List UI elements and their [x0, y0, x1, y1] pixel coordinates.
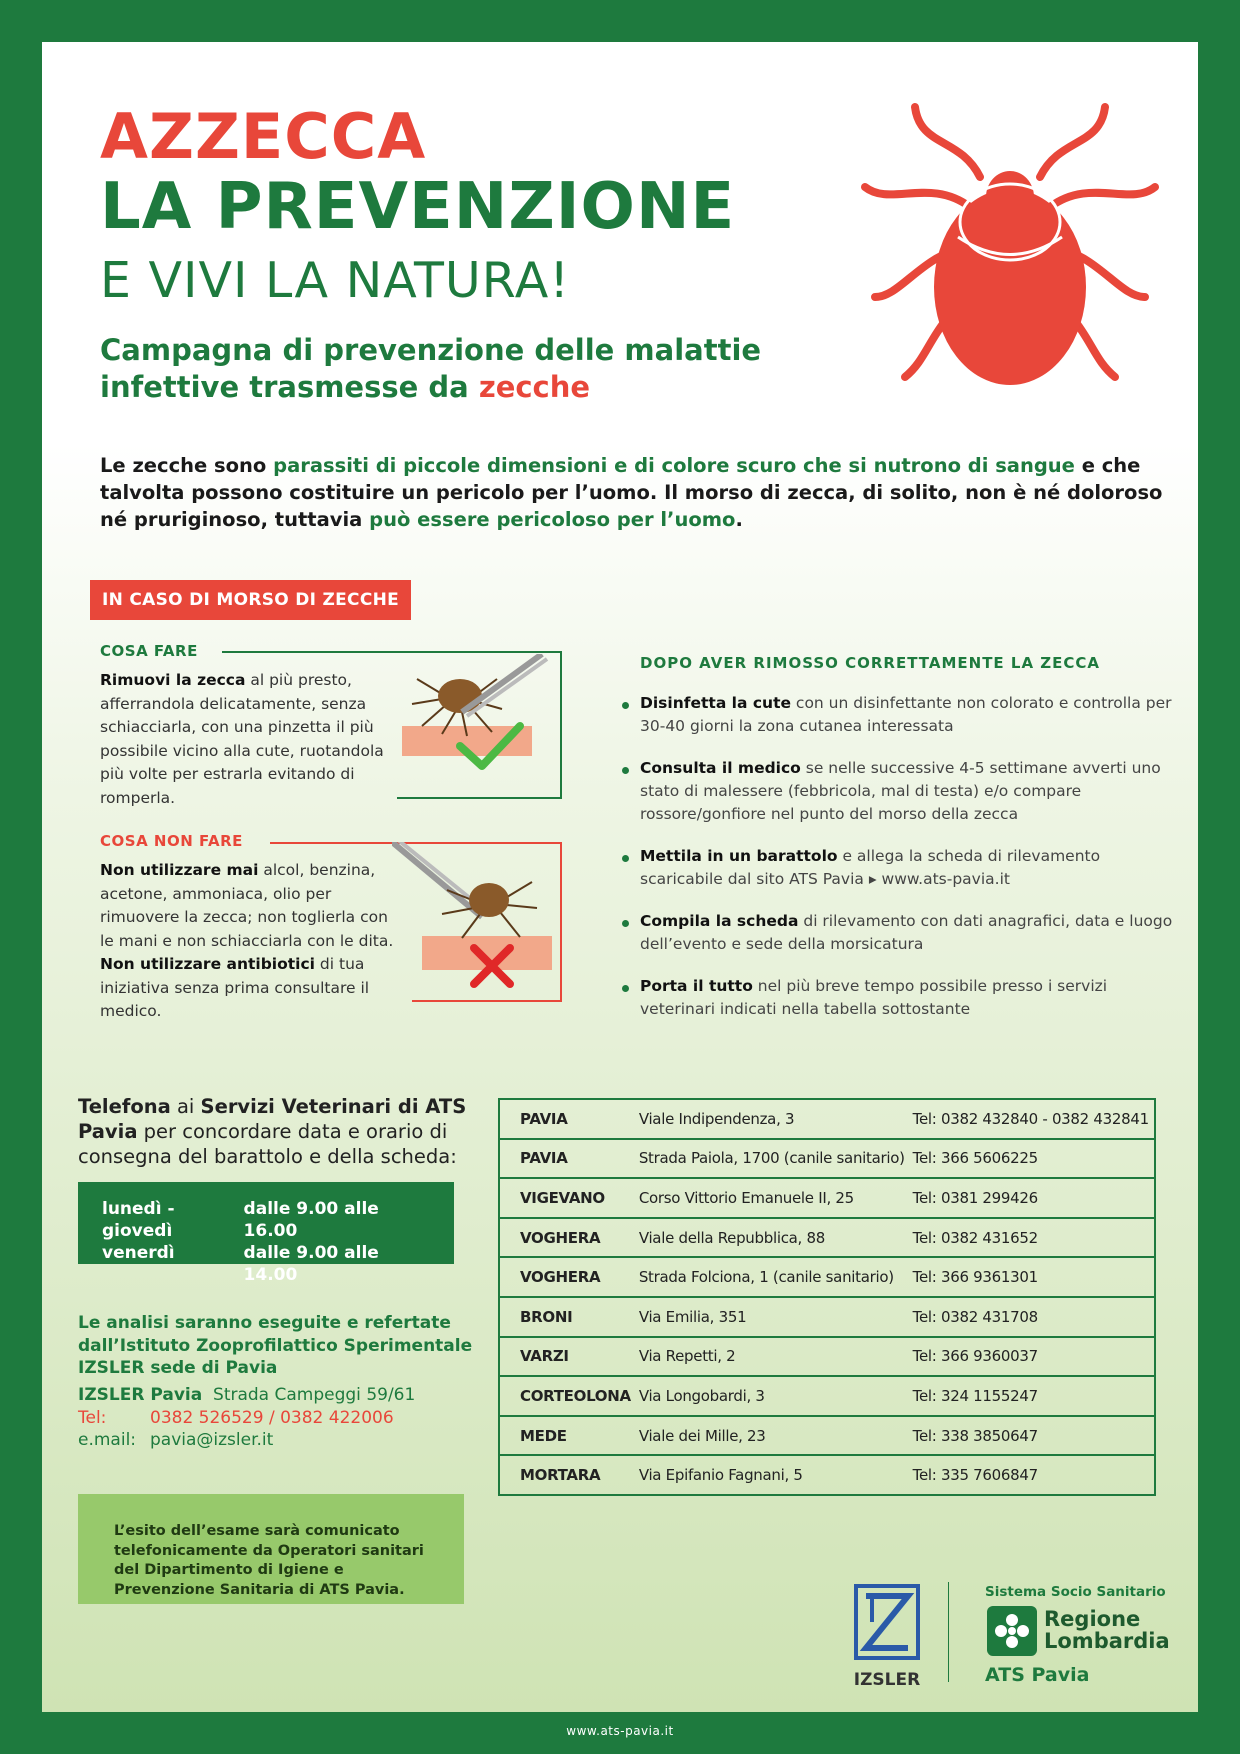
izsler-logo: IZSLER: [852, 1582, 922, 1692]
footer-url[interactable]: www.ats-pavia.it: [566, 1724, 674, 1738]
table-cell: Via Longobardi, 3: [635, 1376, 909, 1416]
list-item: Porta il tutto nel più breve tempo possibile presso i servizi veterinari indicati nella tabella sottostante: [620, 975, 1180, 1021]
hours-row: lunedì - giovedì dalle 9.00 alle 16.00: [102, 1199, 379, 1241]
table-row: [499, 1376, 1155, 1416]
table-cell: VIGEVANO: [499, 1178, 635, 1218]
cosa-fare-text: Rimuovi la zecca al più presto, afferrandola delicatamente, senza schiacciarla, con una pinzetta il più possibile vicino alla cute, ruotandola più volte per estrarla evitando di romperla.: [100, 671, 384, 807]
intro-text: Le zecche sono parassiti di piccole dimensioni e di colore scuro che si nutrono di sangue e che talvolta possono costituire un pericolo per l’uomo. Il morso di zecca, di solito, non è né doloroso né pruriginoso, tuttavia può essere pericoloso per l’uomo.: [100, 454, 1163, 531]
cosa-non-fare-text: Non utilizzare mai alcol, benzina, acetone, ammoniaca, olio per rimuovere la zecca; non toglierla con le mani e non schiacciarla con le dita. Non utilizzare antibiotici di tua iniziativa senza prima consultare il medico.: [100, 861, 394, 1020]
table-cell: Tel: 335 7606847: [909, 1455, 1155, 1495]
table-row: [499, 1139, 1155, 1179]
tick-wrong-removal-icon: [392, 842, 557, 992]
table-row: [499, 1218, 1155, 1258]
table-cell: Tel: 338 3850647: [909, 1416, 1155, 1456]
table-cell: Tel: 0382 431708: [909, 1297, 1155, 1337]
table-row: [499, 1178, 1155, 1218]
izsler-contact: IZSLER Pavia Strada Campeggi 59/61 Tel: 0382 526529 / 0382 422006 e.mail: pavia@izsler.it: [78, 1385, 416, 1450]
table-cell: PAVIA: [499, 1139, 635, 1179]
table-cell: Viale Indipendenza, 3: [638, 1109, 795, 1128]
table-cell: Tel: 324 1155247: [909, 1376, 1155, 1416]
table-cell: BRONI: [499, 1297, 635, 1337]
table-row: [499, 1416, 1155, 1456]
table-cell: Tel: 0382 432840 - 0382 432841: [912, 1109, 1149, 1128]
regione-label: Regione Lombardia: [1044, 1607, 1170, 1653]
logo-separator: [948, 1582, 949, 1682]
list-item: Compila la scheda di rilevamento con dati anagrafici, data e luogo dell’evento e sede della morsicatura: [620, 910, 1180, 956]
table-cell: Via Emilia, 351: [635, 1297, 909, 1337]
poster: [42, 42, 1198, 1712]
table-row: [499, 1455, 1155, 1495]
table-cell: MEDE: [499, 1416, 635, 1456]
telefona-text: Telefona ai Servizi Veterinari di ATS Pavia per concordare data e orario di consegna del barattolo e della scheda:: [78, 1095, 467, 1168]
hours-row: venerdì dalle 9.00 alle 14.00: [102, 1243, 379, 1285]
table-row: [499, 1099, 1155, 1139]
list-item: Disinfetta la cute con un disinfettante non colorato e controlla per 30-40 giorni la zona cutanea interessata: [620, 692, 1180, 738]
table-cell: VARZI: [499, 1337, 635, 1377]
tick-icon: [860, 97, 1160, 417]
subtitle: Campagna di prevenzione delle malattie infettive trasmesse da zecche: [100, 333, 762, 404]
table-cell: VOGHERA: [499, 1257, 635, 1297]
table-row: [499, 1257, 1155, 1297]
table-cell: Tel: 366 5606225: [909, 1139, 1155, 1179]
dopo-title: DOPO AVER RIMOSSO CORRETTAMENTE LA ZECCA: [640, 654, 1101, 672]
table-cell: VOGHERA: [499, 1218, 635, 1258]
table-cell: Tel: 366 9361301: [909, 1257, 1155, 1297]
table-row: [499, 1297, 1155, 1337]
sistema-label: Sistema Socio Sanitario: [985, 1584, 1166, 1600]
table-cell: Via Repetti, 2: [635, 1337, 909, 1377]
ats-label: ATS Pavia: [985, 1664, 1090, 1686]
services-table: [498, 1098, 1156, 1496]
opening-hours: [78, 1182, 454, 1285]
list-item: Mettila in un barattolo e allega la scheda di rilevamento scaricabile dal sito ATS Pavia ▸ www.ats-pavia.it: [620, 845, 1180, 891]
table-cell: Tel: 0382 431652: [909, 1218, 1155, 1258]
table-cell: Tel: 366 9360037: [909, 1337, 1155, 1377]
cosa-fare-title: COSA FARE: [100, 642, 198, 660]
table-cell: MORTARA: [499, 1455, 635, 1495]
tick-removal-icon: [402, 654, 552, 794]
table-cell: CORTEOLONA: [499, 1376, 635, 1416]
table-cell: Strada Paiola, 1700 (canile sanitario): [635, 1139, 909, 1179]
title-line-2: LA PREVENZIONE: [100, 170, 736, 244]
table-cell: Viale della Repubblica, 88: [635, 1218, 909, 1258]
title-line-1: AZZECCA: [100, 100, 427, 173]
cosa-non-fare-title: COSA NON FARE: [100, 832, 243, 850]
table-cell: Strada Folciona, 1 (canile sanitario): [635, 1257, 909, 1297]
subtitle-highlight: zecche: [478, 370, 591, 404]
table-row: [499, 1337, 1155, 1377]
table-cell: PAVIA: [520, 1109, 568, 1128]
izsler-analisi: Le analisi saranno eseguite e refertate dall’Istituto Zooprofilattico Sperimentale IZSLER sede di Pavia: [78, 1313, 473, 1378]
regione-logo-icon: [987, 1606, 1037, 1656]
izsler-email[interactable]: pavia@izsler.it: [150, 1430, 274, 1450]
title-line-3: E VIVI LA NATURA!: [100, 252, 570, 309]
bite-banner: IN CASO DI MORSO DI ZECCHE: [90, 580, 411, 620]
list-item: Consulta il medico se nelle successive 4-5 settimane avverti uno stato di malessere (febbricola, mal di testa) e/o compare rossore/gonfiore nel punto del morso della zecca: [620, 757, 1180, 826]
izsler-logo-icon: [852, 1582, 922, 1662]
esito-box: L’esito dell’esame sarà comunicato telefonicamente da Operatori sanitari del Dipartimento di Igiene e Prevenzione Sanitaria di ATS Pavia.: [78, 1494, 464, 1604]
table-cell: Corso Vittorio Emanuele II, 25: [635, 1178, 909, 1218]
table-cell: Tel: 0381 299426: [909, 1178, 1155, 1218]
table-cell: Viale dei Mille, 23: [635, 1416, 909, 1456]
dopo-list: [620, 692, 1180, 1040]
table-cell: Via Epifanio Fagnani, 5: [635, 1455, 909, 1495]
